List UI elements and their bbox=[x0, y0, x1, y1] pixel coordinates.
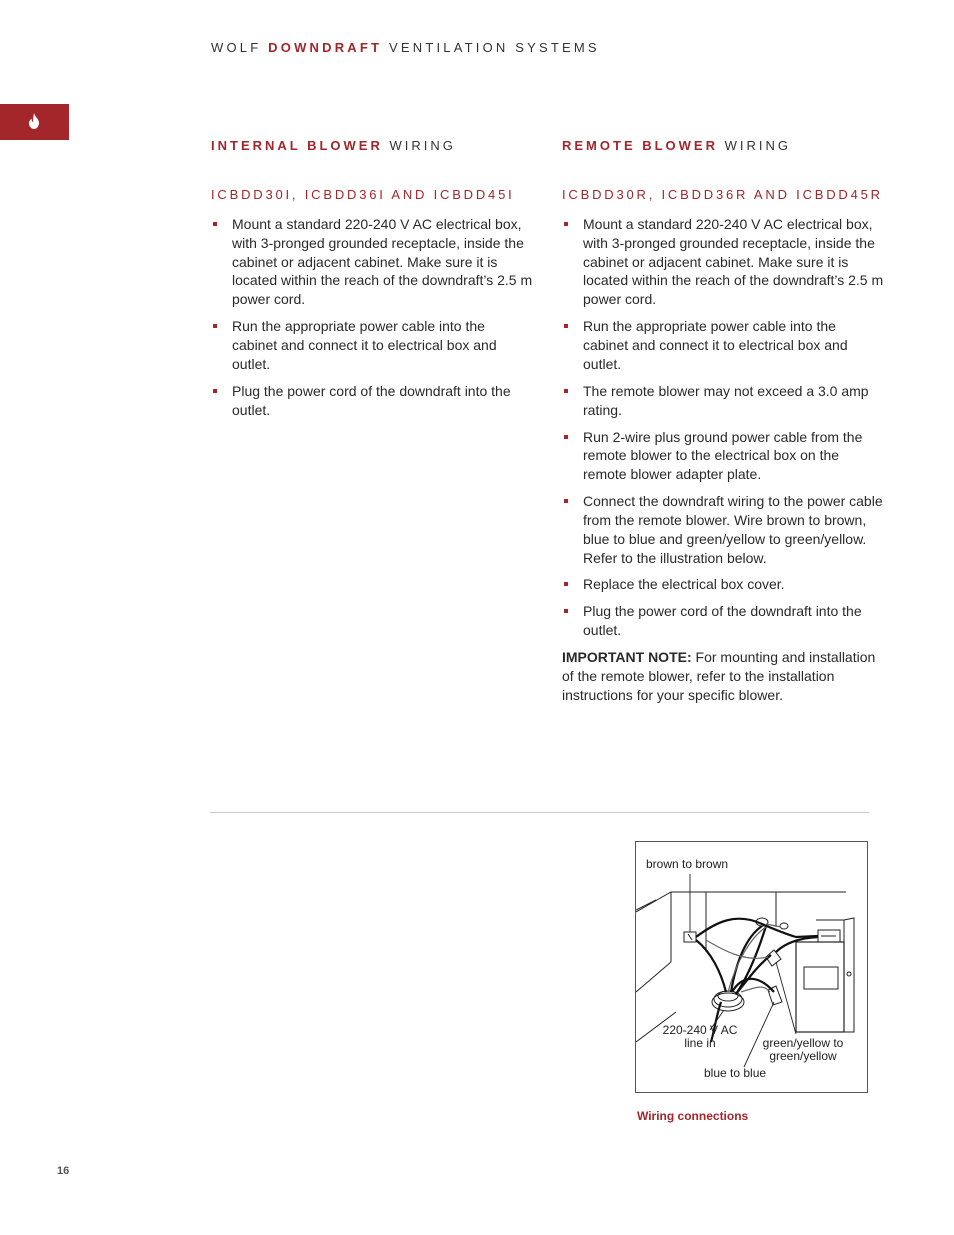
bullet-square bbox=[564, 222, 568, 226]
bullet-square bbox=[564, 499, 568, 503]
list-item: Mount a standard 220-240 V AC electrical box, with 3-pronged grounded receptacle, inside the cabinet or adjacent cabinet. Make sure it is located within the reach of the downdraft’s 2.5 m power cord. bbox=[211, 215, 533, 309]
label-brown-to-brown: brown to brown bbox=[646, 857, 729, 871]
bullet-square bbox=[213, 324, 217, 328]
label-blue-to-blue: blue to blue bbox=[704, 1066, 767, 1080]
divider bbox=[210, 812, 869, 813]
bullet-square bbox=[213, 222, 217, 226]
list-item: Connect the downdraft wiring to the power cable from the remote blower. Wire brown to brown, blue to blue and green/yellow to green/yellow. Refer to the illustration below. bbox=[562, 492, 884, 567]
internal-models: ICBDD30I, ICBDD36I AND ICBDD45I bbox=[211, 187, 515, 202]
list-item: Run the appropriate power cable into the cabinet and connect it to electrical box and outlet. bbox=[211, 317, 533, 373]
internal-blower-title: INTERNAL BLOWER WIRING bbox=[211, 138, 456, 153]
bullet-square bbox=[213, 389, 217, 393]
bullet-square bbox=[564, 582, 568, 586]
page-number: 16 bbox=[57, 1165, 70, 1177]
list-item: Mount a standard 220-240 V AC electrical box, with 3-pronged grounded receptacle, inside the cabinet or adjacent cabinet. Make sure it is located within the reach of the downdraft’s 2.5 m power cord. bbox=[562, 215, 884, 309]
remote-blower-title: REMOTE BLOWER WIRING bbox=[562, 138, 791, 153]
flame-icon bbox=[28, 113, 40, 129]
list-item: Plug the power cord of the downdraft into the outlet. bbox=[211, 382, 533, 420]
internal-bullet-list bbox=[211, 215, 533, 428]
wiring-illustration bbox=[635, 841, 868, 1093]
list-item: Plug the power cord of the downdraft into the outlet. bbox=[562, 602, 884, 640]
running-header: WOLF DOWNDRAFT VENTILATION SYSTEMS bbox=[211, 40, 600, 55]
figure-caption: Wiring connections bbox=[637, 1109, 749, 1123]
bullet-square bbox=[564, 389, 568, 393]
bullet-square bbox=[564, 324, 568, 328]
bullet-square bbox=[564, 609, 568, 613]
important-note: IMPORTANT NOTE: For mounting and installation of the remote blower, refer to the installation instructions for your specific blower. bbox=[562, 649, 876, 703]
list-item: Run 2-wire plus ground power cable from the remote blower to the electrical box on the remote blower adapter plate. bbox=[562, 428, 884, 484]
list-item: Run the appropriate power cable into the cabinet and connect it to electrical box and outlet. bbox=[562, 317, 884, 373]
remote-bullet-list bbox=[562, 215, 884, 648]
bullet-square bbox=[564, 435, 568, 439]
remote-models: ICBDD30R, ICBDD36R AND ICBDD45R bbox=[562, 187, 883, 202]
list-item: Replace the electrical box cover. bbox=[562, 575, 884, 594]
section-tab bbox=[0, 104, 69, 140]
label-green-yellow: green/yellow to green/yellow bbox=[762, 1036, 844, 1063]
list-item: The remote blower may not exceed a 3.0 amp rating. bbox=[562, 382, 884, 420]
label-line-in: 220-240 V AC line in bbox=[662, 1023, 738, 1050]
